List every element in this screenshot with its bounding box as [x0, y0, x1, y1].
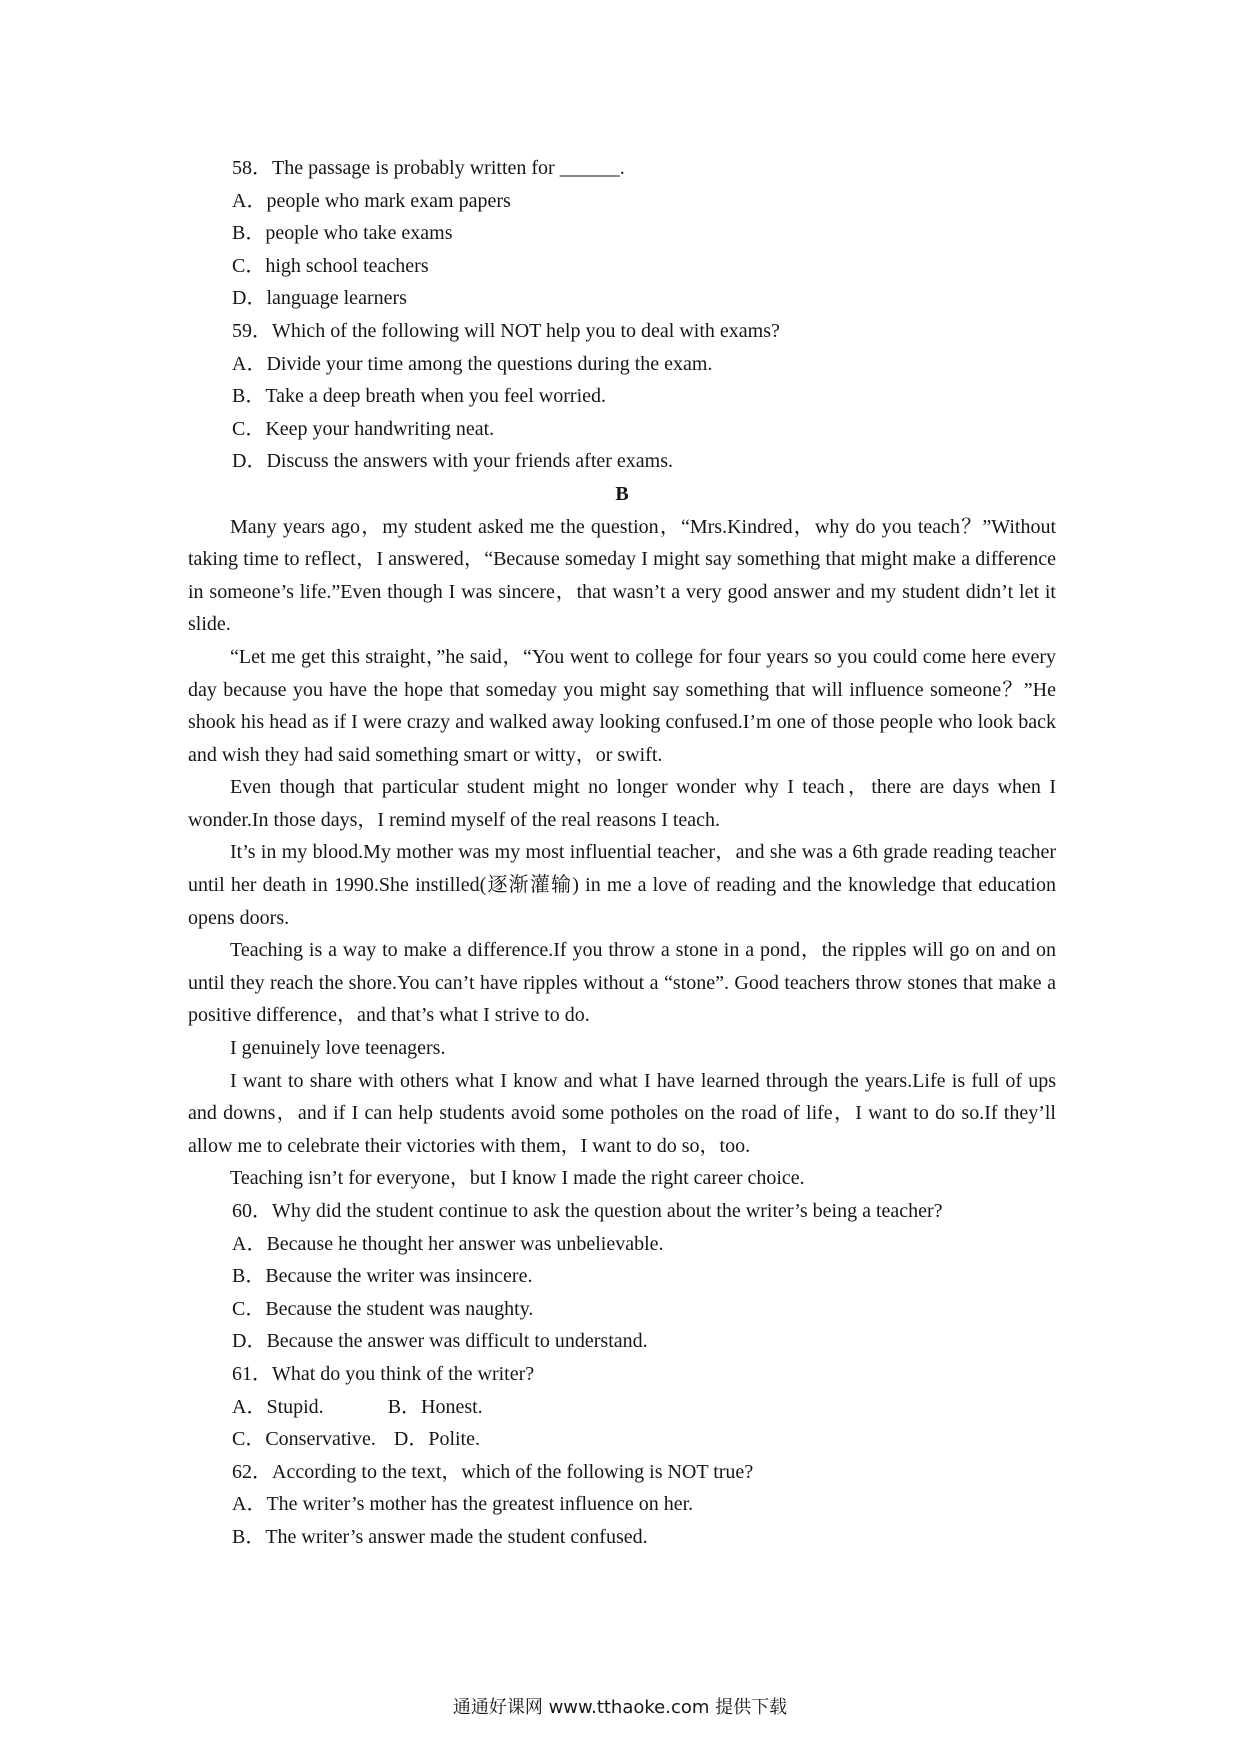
option-a: A．The writer’s mother has the greatest influence on her. — [232, 1493, 694, 1516]
passage-paragraph: Many years ago，my student asked me the question，“Mrs.Kindred，why do you teach？”Without taking time to reflect，I answered，“Because someday I might say something that might make a difference in someone’s life.”Even though I was sincere，that wasn’t a very good answer and my student didn’t let it slide. — [188, 515, 1056, 636]
option-d: D．language learners — [232, 287, 407, 310]
option-b: B．people who take exams — [232, 222, 453, 245]
option-d: D．Discuss the answers with your friends after exams. — [232, 450, 674, 473]
question-stem: 60．Why did the student continue to ask the question about the writer’s being a teacher? — [232, 1200, 943, 1222]
passage-paragraph: “Let me get this straight，”he said，“You went to college for four years so you could come here every day because you have the hope that someday you might say something that will influence someone？”He shook his head as if I were crazy and walked away looking confused.I’m one of those people who look back and wish they had said something smart or witty，or swift. — [188, 645, 1056, 766]
question-59 — [188, 315, 1056, 478]
option-d: D．Because the answer was difficult to understand. — [232, 1330, 648, 1353]
question-62 — [188, 1456, 1056, 1554]
question-61 — [188, 1358, 1056, 1456]
question-stem: 61．What do you think of the writer? — [232, 1362, 535, 1385]
question-stem: 62．According to the text，which of the following is NOT true? — [232, 1460, 754, 1483]
question-stem: 59．Which of the following will NOT help you to deal with exams? — [232, 319, 780, 342]
passage-paragraph: I want to share with others what I know and what I have learned through the years.Life is full of ups and downs，and if I can help students avoid some potholes on the road of life，I want to do so.If they’ll allow me to celebrate their victories with them，I want to do so，too. — [188, 1069, 1056, 1157]
options-row — [188, 1423, 1056, 1456]
option-c: C．Keep your handwriting neat. — [232, 417, 495, 440]
option-a: A．Because he thought her answer was unbelievable. — [232, 1232, 664, 1255]
option-a: A．people who mark exam papers — [232, 189, 511, 212]
section-heading: B — [615, 482, 629, 505]
passage-paragraph: Even though that particular student might no longer wonder why I teach，there are days when I wonder.In those days，I remind myself of the real reasons I teach. — [188, 776, 1056, 831]
question-stem: 58．The passage is probably written for ______. — [232, 157, 625, 179]
option-b: B．Take a deep breath when you feel worried. — [232, 385, 607, 408]
options-row — [188, 1391, 1056, 1424]
option-c: C．Conservative. — [232, 1428, 376, 1451]
passage-paragraph: I genuinely love teenagers. — [230, 1037, 446, 1060]
option-b: B．Honest. — [387, 1395, 483, 1418]
passage-paragraph: Teaching isn’t for everyone，but I know I made the right career choice. — [230, 1167, 805, 1190]
reading-passage — [188, 511, 1056, 1195]
option-a: A．Stupid. — [232, 1395, 324, 1418]
question-60 — [188, 1195, 1056, 1358]
page-content — [188, 152, 1056, 1554]
option-c: C．Because the student was naughty. — [232, 1297, 534, 1320]
option-d: D．Polite. — [393, 1428, 480, 1451]
page-footer: 通通好课网 www.tthaoke.com 提供下载 — [452, 1697, 788, 1718]
passage-paragraph: Teaching is a way to make a difference.If you throw a stone in a pond，the ripples will go on and on until they reach the shore.You can’t have ripples without a “stone”. Good teachers throw stones that make a positive difference，and that’s what I strive to do. — [188, 939, 1056, 1027]
option-b: B．The writer’s answer made the student confused. — [232, 1525, 648, 1548]
option-c: C．high school teachers — [232, 254, 429, 277]
option-b: B．Because the writer was insincere. — [232, 1265, 533, 1288]
question-58 — [188, 152, 1056, 315]
option-a: A．Divide your time among the questions during the exam. — [232, 352, 713, 375]
passage-paragraph: It’s in my blood.My mother was my most influential teacher，and she was a 6th grade reading teacher until her death in 1990.She instilled(逐渐灌输) in me a love of reading and the knowledge that education opens doors. — [188, 841, 1056, 929]
